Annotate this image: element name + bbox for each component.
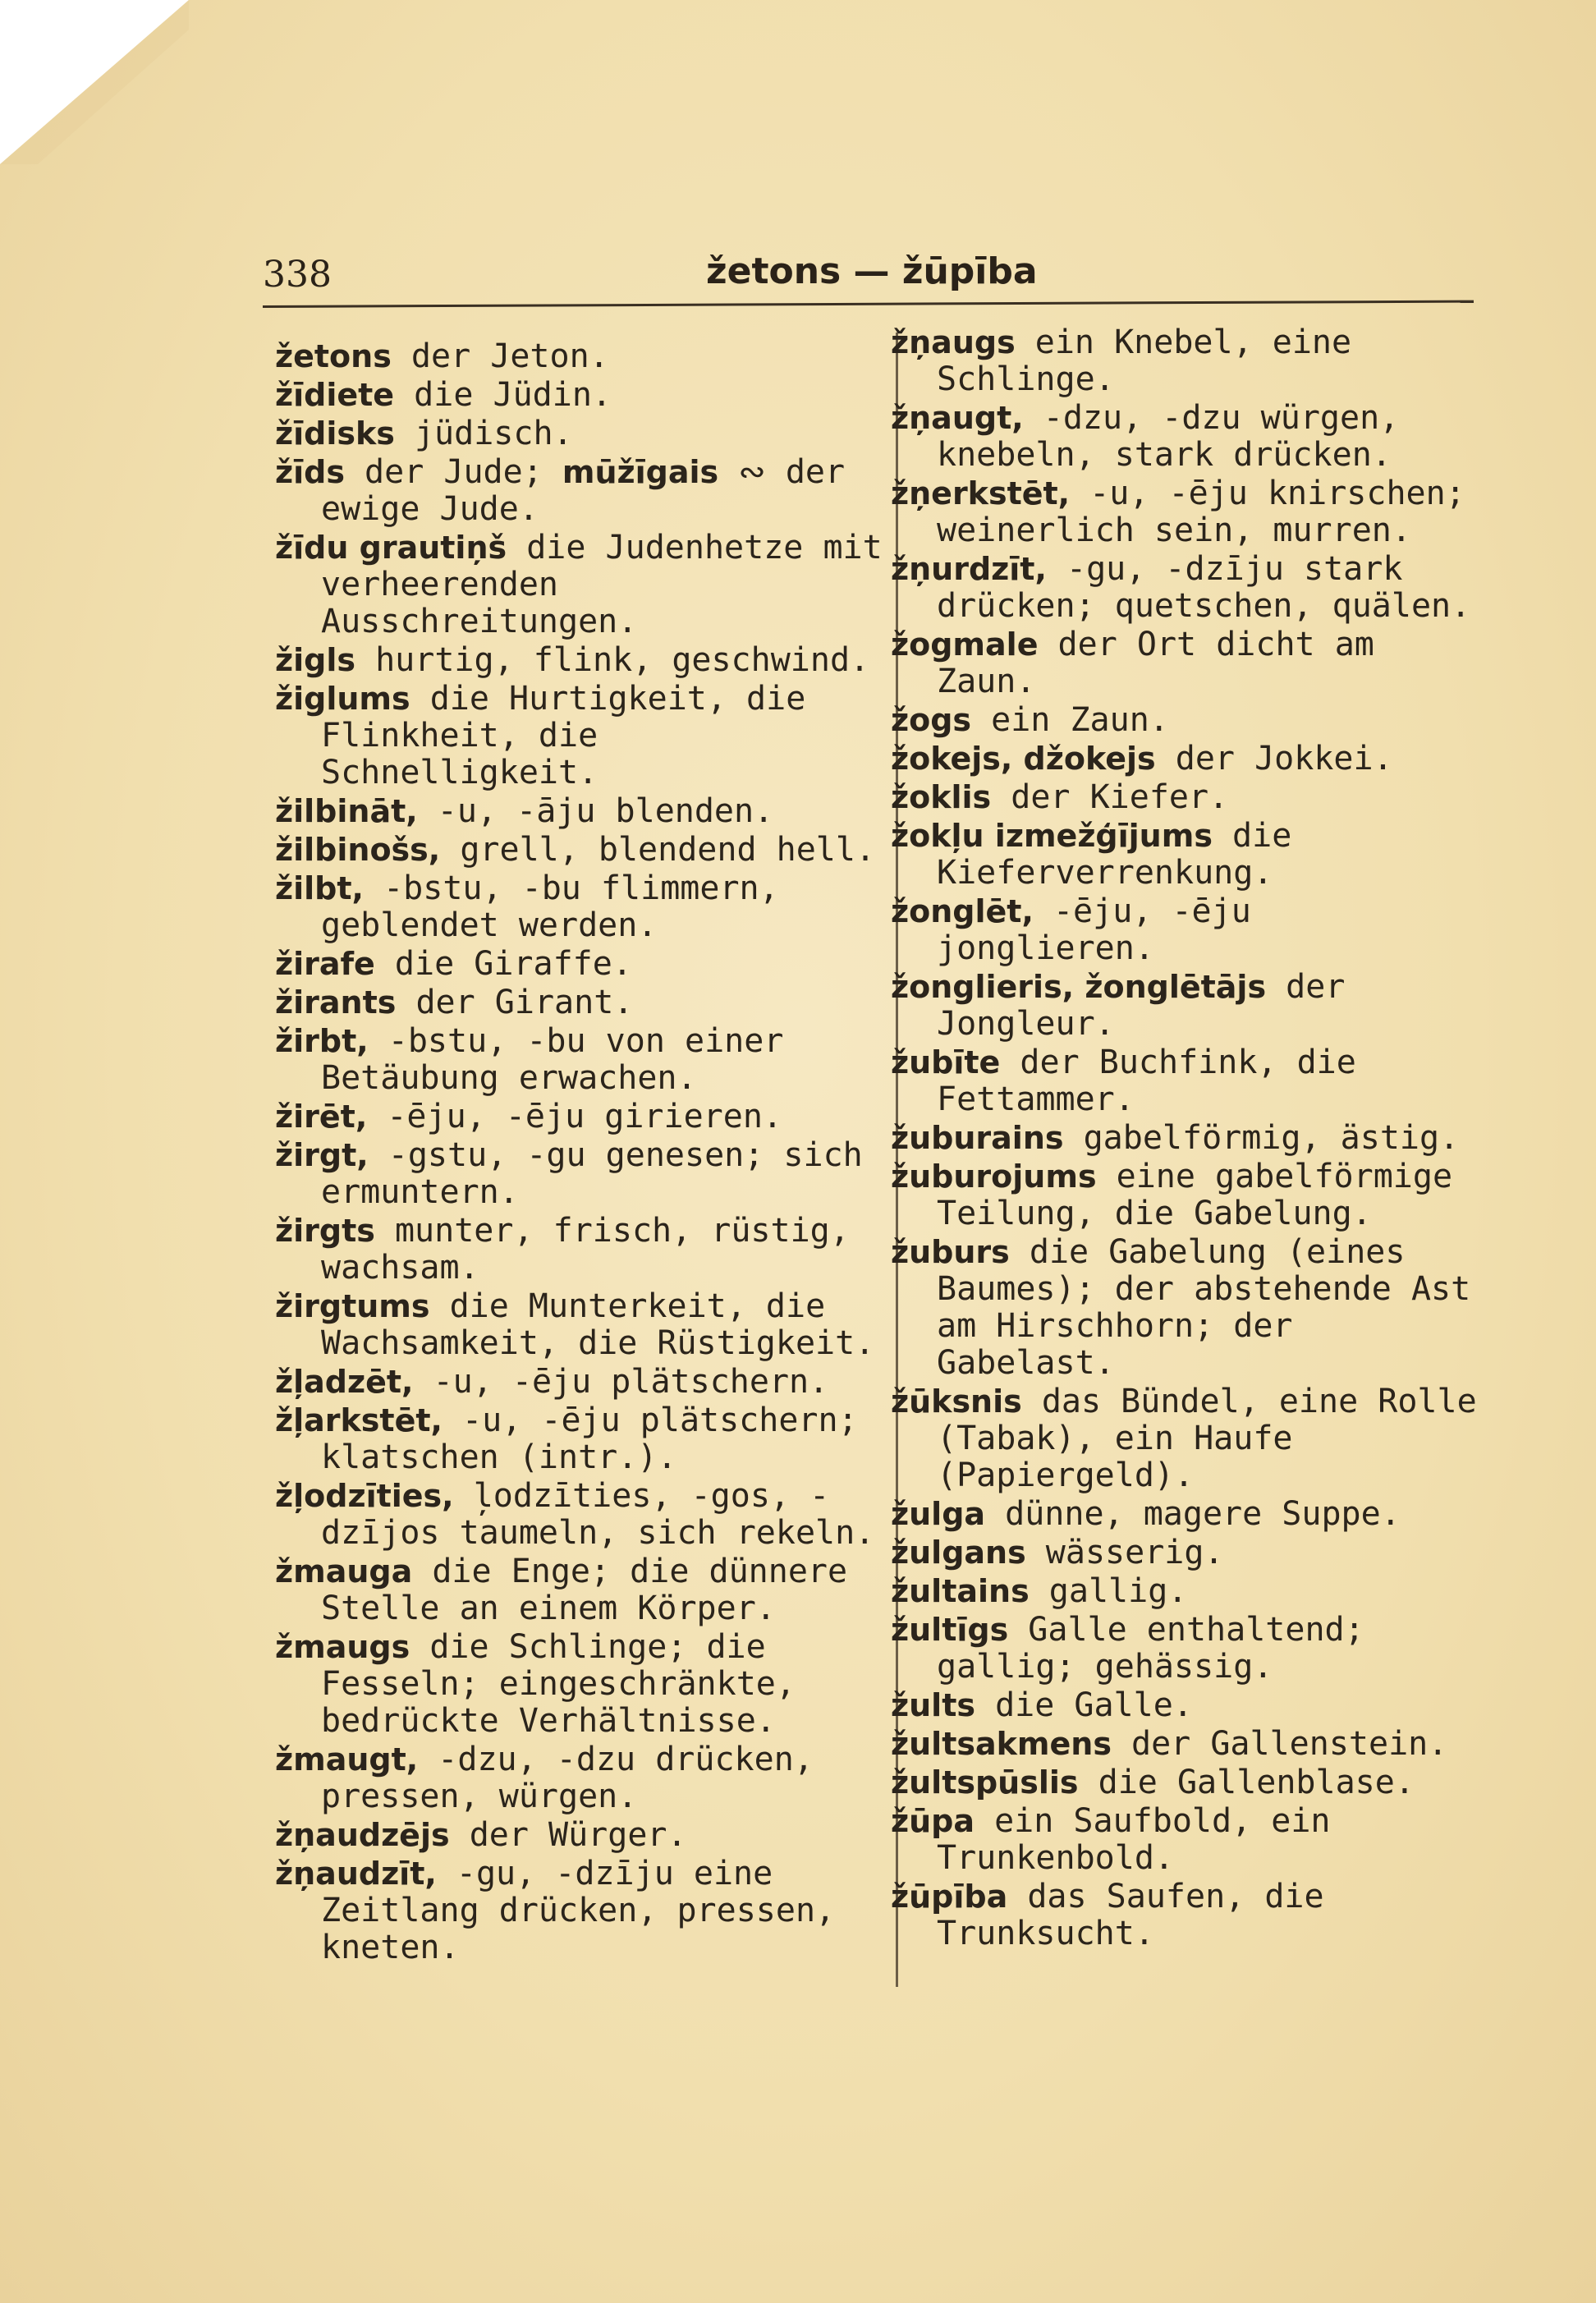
- dictionary-entry: [891, 1879, 1478, 1952]
- entry-definition: -gu, -dzīju stark drücken; quetschen, quälen.: [937, 550, 1471, 625]
- dictionary-entry: [275, 1478, 883, 1552]
- entry-headword: žūksnis: [891, 1383, 1022, 1420]
- dictionary-entry: [275, 870, 883, 944]
- entry-definition: -dzu, -dzu würgen, knebeln, stark drücken.: [937, 399, 1400, 474]
- dictionary-entry: [891, 551, 1478, 625]
- entry-headword: žņerkstēt,: [891, 475, 1071, 512]
- entry-definition: die Kieferverrenkung.: [937, 817, 1292, 892]
- entry-definition: die Giraffe.: [374, 945, 632, 983]
- entry-headword: žultains: [891, 1573, 1030, 1609]
- entry-headword: žubīte: [891, 1044, 1001, 1080]
- entry-headword: žogmale: [891, 626, 1039, 663]
- dictionary-entry: [891, 818, 1478, 892]
- entry-headword: žulgans: [891, 1535, 1026, 1571]
- dictionary-entry: [891, 1044, 1478, 1118]
- entry-headword: žonglēt,: [891, 893, 1034, 929]
- entry-definition: die Schlinge; die Fesseln; eingeschränkte, bedrückte Verhältnisse.: [321, 1628, 796, 1740]
- dictionary-entry: [891, 475, 1478, 549]
- dictionary-entry: [275, 1629, 883, 1740]
- entry-definition: gabelförmig, ästig.: [1063, 1119, 1460, 1157]
- entry-definition: -u, -ēju plätschern.: [413, 1363, 829, 1401]
- dictionary-entry: [275, 1023, 883, 1097]
- entry-definition: die Gallenblase.: [1078, 1764, 1415, 1801]
- entry-subdefinition: ∾ der ewige Jude.: [321, 453, 846, 528]
- entry-definition: der Ort dicht am Zaun.: [937, 626, 1374, 700]
- entry-definition: ein Saufbold, ein Trunkenbold.: [937, 1802, 1331, 1877]
- entry-definition: der Würger.: [449, 1816, 687, 1854]
- entry-definition: -u, -ēju knirschen; weinerlich sein, murren.: [937, 475, 1465, 549]
- dictionary-entry: [275, 642, 883, 679]
- entry-definition: der Gallenstein.: [1111, 1725, 1448, 1763]
- entry-definition: der Jeton.: [391, 337, 609, 375]
- dictionary-entry: [275, 681, 883, 791]
- entry-subheadword: mūžīgais: [562, 454, 719, 490]
- entry-headword: žuburojums: [891, 1158, 1097, 1195]
- entry-headword: žirgtums: [275, 1288, 430, 1324]
- entry-headword: žmauga: [275, 1553, 413, 1590]
- entry-definition: das Saufen, die Trunksucht.: [937, 1878, 1324, 1952]
- entry-headword: žogs: [891, 702, 972, 738]
- entry-definition: der Jude;: [344, 453, 562, 491]
- dictionary-entry: [891, 741, 1478, 778]
- entry-headword: žilbt,: [275, 870, 364, 906]
- entry-headword: žīdu grautiņš: [275, 530, 507, 566]
- entry-definition: hurtig, flink, geschwind.: [355, 641, 870, 679]
- dictionary-entry: [891, 969, 1478, 1043]
- entry-headword: žilbināt,: [275, 793, 418, 829]
- entry-headword: žūpa: [891, 1803, 975, 1839]
- dictionary-entry: [891, 1612, 1478, 1686]
- dictionary-entry: [275, 1553, 883, 1627]
- entry-definition: -u, -āju blenden.: [417, 792, 774, 830]
- entry-definition: dünne, magere Suppe.: [985, 1495, 1401, 1533]
- entry-headword: žirbt,: [275, 1023, 369, 1059]
- dictionary-entry: [891, 702, 1478, 739]
- entry-headword: žultīgs: [891, 1612, 1009, 1648]
- entry-headword: žirēt,: [275, 1099, 368, 1135]
- entry-definition: der Girant.: [396, 984, 634, 1021]
- entry-definition: munter, frisch, rüstig, wachsam.: [321, 1212, 850, 1287]
- folded-corner: [0, 0, 189, 164]
- entry-headword: žīdiete: [275, 377, 395, 413]
- entry-definition: ļodzīties, -gos, -dzījos taumeln, sich rekeln.: [321, 1477, 875, 1552]
- entry-definition: ein Knebel, eine Schlinge.: [937, 323, 1352, 398]
- entry-headword: žīdisks: [275, 415, 395, 452]
- dictionary-entry: [275, 793, 883, 830]
- dictionary-entry: [275, 530, 883, 640]
- entry-definition: Galle enthaltend; gallig; gehässig.: [937, 1611, 1364, 1686]
- entry-definition: die Judenhetze mit verheerenden Ausschreitungen.: [321, 529, 883, 640]
- dictionary-entry: [891, 324, 1478, 398]
- dictionary-entry: [891, 1803, 1478, 1877]
- entry-headword: žņaugs: [891, 324, 1016, 360]
- entry-definition: -ēju, -ēju jonglieren.: [937, 892, 1251, 967]
- dictionary-entry: [275, 377, 883, 414]
- entry-headword: žiglums: [275, 681, 410, 717]
- entry-headword: žultspūslis: [891, 1764, 1079, 1801]
- entry-headword: žņaudzīt,: [275, 1856, 437, 1892]
- dictionary-entry: [891, 779, 1478, 816]
- entry-headword: žults: [891, 1687, 975, 1723]
- entry-definition: -dzu, -dzu drücken, pressen, würgen.: [321, 1741, 814, 1815]
- dictionary-entry: [275, 1817, 883, 1854]
- page-number: 338: [263, 254, 332, 296]
- dictionary-entry: [891, 893, 1478, 967]
- entry-headword: žokļu izmežģījums: [891, 818, 1213, 854]
- entry-headword: žļodzīties,: [275, 1478, 454, 1514]
- page-header: [263, 250, 1474, 300]
- dictionary-entry: [891, 1687, 1478, 1724]
- entry-definition: die Enge; die dünnere Stelle an einem Körper.: [321, 1553, 848, 1627]
- dictionary-entry: [275, 1402, 883, 1476]
- dictionary-entry: [275, 1364, 883, 1401]
- header-rule: [263, 300, 1474, 308]
- dictionary-entry: [891, 1383, 1478, 1494]
- dictionary-entry: [891, 626, 1478, 700]
- entry-definition: -gu, -dzīju eine Zeitlang drücken, pressen, kneten.: [321, 1855, 836, 1966]
- dictionary-entry: [275, 454, 883, 528]
- entry-headword: žultsakmens: [891, 1726, 1112, 1762]
- entry-headword: žigls: [275, 642, 355, 678]
- entry-definition: wässerig.: [1025, 1534, 1224, 1571]
- entry-definition: jüdisch.: [394, 415, 573, 452]
- entry-definition: der Jokkei.: [1155, 740, 1393, 778]
- dictionary-entry: [891, 1535, 1478, 1571]
- entry-headword: žmaugt,: [275, 1741, 419, 1778]
- dictionary-entry: [275, 1856, 883, 1966]
- right-column: [891, 324, 1478, 1954]
- entry-definition: -bstu, -bu flimmern, geblendet werden.: [321, 869, 779, 944]
- entry-definition: grell, blendend hell.: [440, 831, 876, 869]
- entry-definition: der Kiefer.: [991, 778, 1229, 816]
- dictionary-entry: [275, 1741, 883, 1815]
- entry-definition: die Galle.: [975, 1686, 1193, 1724]
- entry-headword: žonglieris, žonglētājs: [891, 969, 1267, 1005]
- dictionary-entry: [891, 1496, 1478, 1533]
- dictionary-entry: [891, 1158, 1478, 1232]
- entry-headword: žulga: [891, 1496, 986, 1532]
- dictionary-entry: [275, 984, 883, 1021]
- entry-definition: die Munterkeit, die Wachsamkeit, die Rüstigkeit.: [321, 1287, 875, 1362]
- dictionary-entry: [891, 400, 1478, 474]
- entry-definition: gallig.: [1029, 1572, 1188, 1610]
- dictionary-entry: [275, 832, 883, 869]
- entry-definition: die Jüdin.: [394, 376, 612, 414]
- entry-headword: žmaugs: [275, 1629, 410, 1665]
- entry-headword: žuburs: [891, 1234, 1010, 1270]
- dictionary-entry: [891, 1764, 1478, 1801]
- entry-headword: žņaugt,: [891, 400, 1024, 436]
- entry-definition: der Jongleur.: [937, 968, 1346, 1043]
- entry-headword: žirgt,: [275, 1137, 369, 1173]
- entry-definition: ein Zaun.: [971, 701, 1169, 739]
- dictionary-entry: [275, 415, 883, 452]
- dictionary-entry: [275, 946, 883, 983]
- dictionary-entry: [275, 1137, 883, 1211]
- entry-headword: žirgts: [275, 1213, 375, 1249]
- entry-headword: žirants: [275, 984, 397, 1021]
- entry-headword: žņaudzējs: [275, 1817, 450, 1853]
- dictionary-entry: [891, 1573, 1478, 1610]
- entry-headword: žoklis: [891, 779, 992, 815]
- entry-definition: das Bündel, eine Rolle (Tabak), ein Haufe (Papiergeld).: [937, 1383, 1477, 1494]
- entry-definition: -u, -ēju plätschern; klatschen (intr.).: [321, 1402, 858, 1476]
- entry-headword: žetons: [275, 338, 392, 374]
- entry-definition: eine gabelförmige Teilung, die Gabelung.: [937, 1158, 1453, 1232]
- entry-headword: žūpība: [891, 1879, 1008, 1915]
- entry-definition: der Buchfink, die Fettammer.: [937, 1044, 1356, 1118]
- running-head: žetons — žūpība: [706, 250, 1038, 292]
- entry-headword: žokejs, džokejs: [891, 741, 1156, 777]
- dictionary-entry: [275, 1099, 883, 1135]
- entry-definition: -gstu, -gu genesen; sich ermuntern.: [321, 1136, 863, 1211]
- left-column: [275, 338, 883, 1968]
- entry-headword: žuburains: [891, 1120, 1064, 1156]
- dictionary-entry: [275, 1288, 883, 1362]
- dictionary-entry: [891, 1726, 1478, 1763]
- dictionary-entry: [891, 1234, 1478, 1382]
- entry-headword: žļadzēt,: [275, 1364, 414, 1400]
- entry-headword: žņurdzīt,: [891, 551, 1047, 587]
- dictionary-entry: [891, 1120, 1478, 1157]
- entry-headword: žļarkstēt,: [275, 1402, 443, 1438]
- entry-headword: žirafe: [275, 946, 375, 982]
- entry-headword: žīds: [275, 454, 345, 490]
- entry-headword: žilbinošs,: [275, 832, 441, 868]
- entry-definition: -ēju, -ēju girieren.: [367, 1098, 782, 1135]
- entry-definition: die Gabelung (eines Baumes); der abstehende Ast am Hirschhorn; der Gabelast.: [937, 1233, 1471, 1382]
- dictionary-entry: [275, 1213, 883, 1287]
- entry-definition: -bstu, -bu von einer Betäubung erwachen.: [321, 1022, 784, 1097]
- entry-definition: die Hurtigkeit, die Flinkheit, die Schnelligkeit.: [321, 680, 806, 791]
- dictionary-entry: [275, 338, 883, 375]
